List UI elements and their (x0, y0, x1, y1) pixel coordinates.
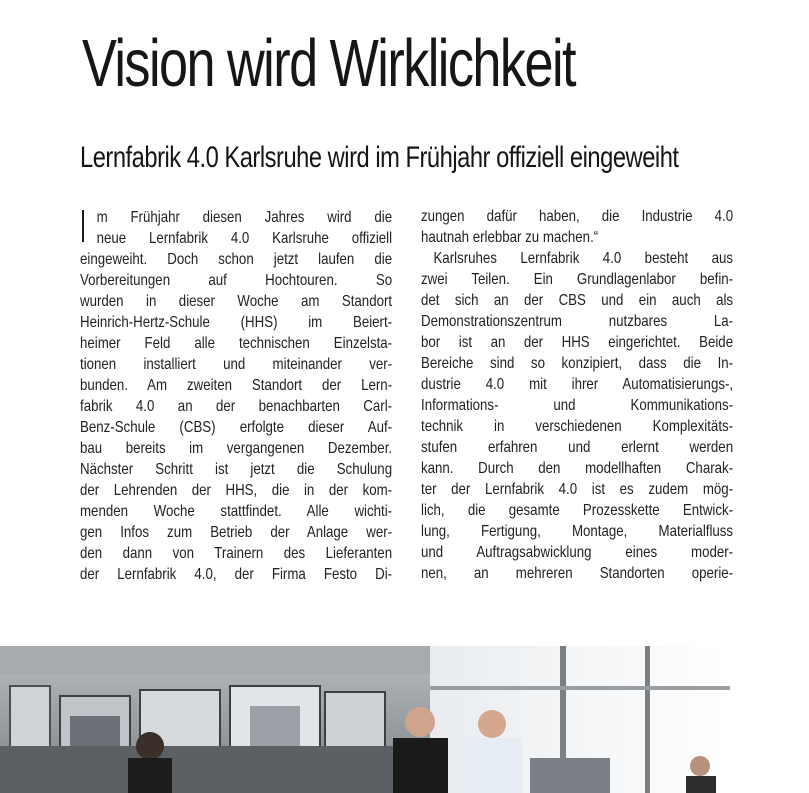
text-line: neue Lernfabrik 4.0 Karlsruhe offiziell (96, 230, 393, 247)
text-line: zungen dafür haben, die Industrie 4.0 (421, 208, 734, 225)
text-line: kann. Durch den modellhaften Charak- (421, 460, 734, 477)
text-line: gen Infos zum Betrieb der Anlage wer- (80, 524, 393, 541)
text-line: der Lehrenden der HHS, die in der kom- (80, 482, 393, 499)
left-text-column (80, 207, 392, 585)
text-line: Demonstrationszentrum nutzbares La- (421, 313, 734, 330)
text-line: tionen installiert und miteinander ver- (80, 356, 393, 373)
text-line: stufen erfahren und erlernt werden (421, 439, 734, 456)
text-line: dustrie 4.0 mit ihrer Automatisierungs-, (421, 376, 734, 393)
text-line: und Auftragsabwicklung eines moder- (421, 544, 734, 561)
text-line: bau bereits im vergangenen Dezember. (80, 440, 393, 457)
text-line: bunden. Am zweiten Standort der Lern- (80, 377, 393, 394)
text-line: nen, an mehreren Standorten operie- (421, 565, 734, 582)
text-line: Vorbereitungen auf Hochtouren. So (80, 272, 393, 289)
lab-photo (0, 646, 730, 793)
text-line: det sich an der CBS und ein auch als (421, 292, 734, 309)
article-headline: Vision wird Wirklichkeit (82, 26, 576, 101)
text-line: fabrik 4.0 an der benachbarten Carl- (80, 398, 393, 415)
text-line: Heinrich-Hertz-Schule (HHS) im Beiert- (80, 314, 393, 331)
text-line: eingeweiht. Doch schon jetzt laufen die (80, 251, 393, 268)
text-line: wurden in dieser Woche am Standort (80, 293, 393, 310)
text-line: den dann von Trainern des Lieferanten (80, 545, 393, 562)
text-line: Benz-Schule (CBS) erfolgte dieser Auf- (80, 419, 393, 436)
text-line: lich, die gesamte Prozesskette Entwick- (421, 502, 734, 519)
text-line: Bereiche sind so konzipiert, dass die In- (421, 355, 734, 372)
text-line: hautnah erlebbar zu machen.“ (421, 229, 599, 246)
lab-photo-icon (0, 646, 730, 793)
text-line: menden Woche stattfindet. Alle wichti- (80, 503, 393, 520)
text-line: heimer Feld alle technischen Einzelsta- (80, 335, 393, 352)
right-text-column (421, 206, 733, 584)
text-line: der Lernfabrik 4.0, der Firma Festo Di- (80, 566, 393, 583)
text-line: m Frühjahr diesen Jahres wird die (96, 209, 393, 226)
text-line: Karlsruhes Lernfabrik 4.0 besteht aus (433, 250, 734, 267)
text-line: zwei Teilen. Ein Grundlagenlabor befin- (421, 271, 734, 288)
article-subheadline: Lernfabrik 4.0 Karlsruhe wird im Frühjahr offiziell eingeweiht (80, 141, 679, 174)
text-line: Nächster Schritt ist jetzt die Schulung (80, 461, 393, 478)
text-line: ter der Lernfabrik 4.0 ist es zudem mög- (421, 481, 734, 498)
text-line: technik in verschiedenen Komplexitäts- (421, 418, 734, 435)
text-line: Informations- und Kommunikations- (421, 397, 734, 414)
text-line: bor ist an der HHS eingerichtet. Beide (421, 334, 734, 351)
text-line: lung, Fertigung, Montage, Materialfluss (421, 523, 734, 540)
